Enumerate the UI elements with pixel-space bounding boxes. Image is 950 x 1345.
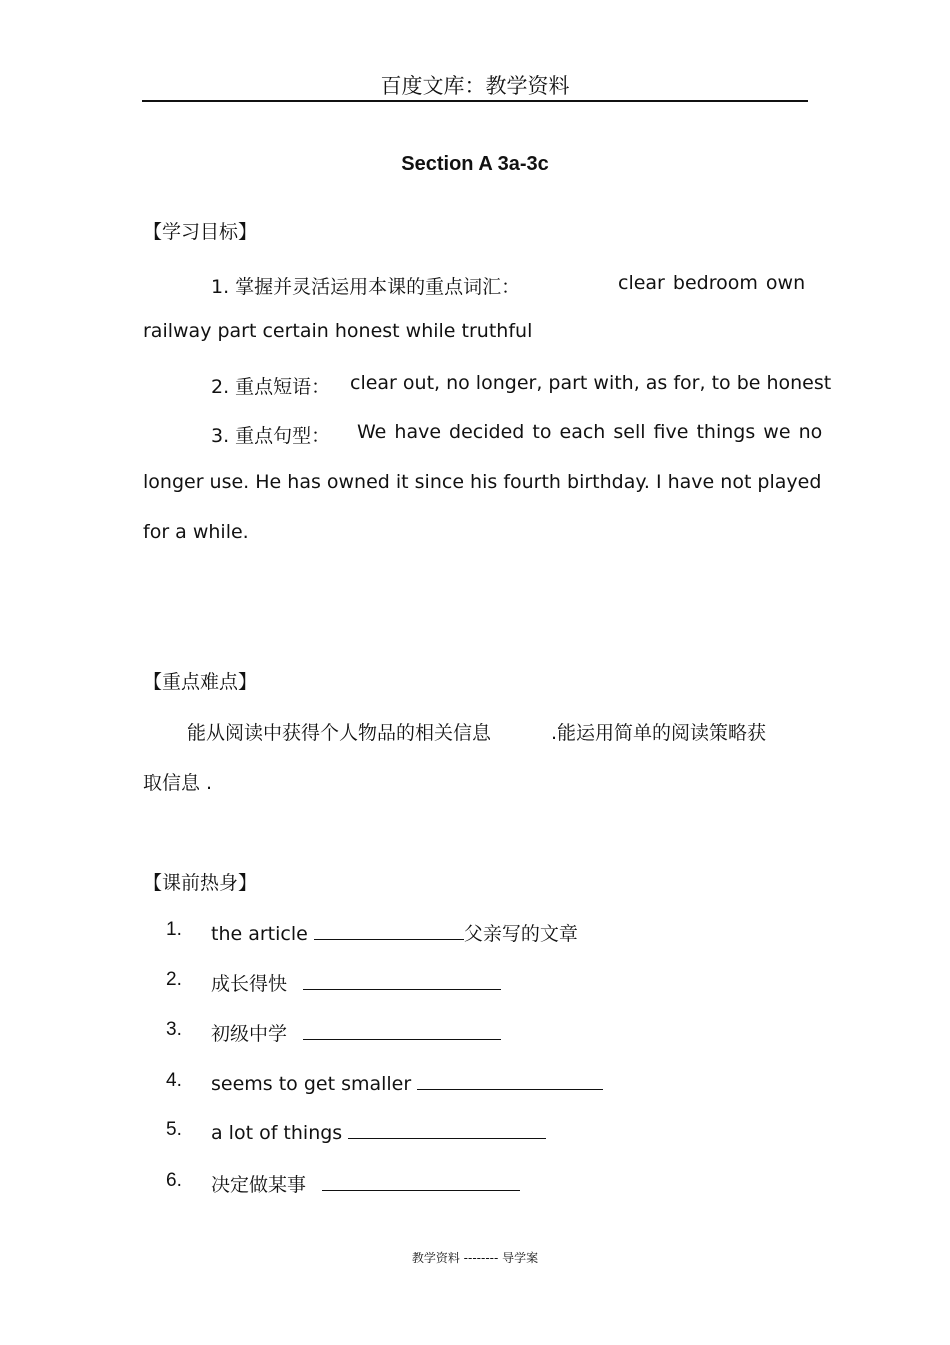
warmup-item-prompt — [211, 1019, 501, 1046]
warmup-item-text: seems to get smaller — [211, 1073, 412, 1095]
warmup-item-prompt — [211, 919, 578, 946]
warmup-item-text: 成长得快 — [211, 973, 288, 995]
objective-3-sentence-line2: longer use. He has owned it since his fourth birthday. I have not played — [143, 471, 822, 493]
warmup-item-number: 2. — [166, 969, 182, 990]
objective-2-phrases: clear out, no longer, part with, as for, to be honest — [350, 372, 832, 394]
key-points-heading: 【重点难点】 — [143, 671, 258, 693]
objective-1-words-line2: railway part certain honest while truthful — [143, 320, 533, 342]
key-points-line2: 取信息 . — [143, 772, 213, 794]
key-points-line1-part2: .能运用简单的阅读策略获 — [551, 722, 767, 744]
objective-3-label: 3. 重点句型： — [211, 425, 331, 447]
warmup-item-text: a lot of things — [211, 1122, 343, 1144]
answer-blank[interactable] — [314, 920, 464, 940]
objectives-heading: 【学习目标】 — [143, 221, 258, 243]
warmup-item-prompt — [211, 1070, 603, 1095]
key-points-line1-part1: 能从阅读中获得个人物品的相关信息 — [187, 722, 492, 744]
objective-3-sentence-line1: We have decided to each sell five things we no — [357, 421, 823, 443]
warmup-item-number: 3. — [166, 1019, 182, 1040]
objective-1-words-line1: clear bedroom own — [618, 272, 806, 294]
page-header-title: 百度文库：教学资料 — [380, 74, 570, 98]
objective-1-label: 1. 掌握并灵活运用本课的重点词汇： — [211, 276, 521, 298]
warmup-item-prompt — [211, 1170, 520, 1197]
warmup-item-hint: 父亲写的文章 — [463, 923, 578, 945]
document-title: Section A 3a-3c — [401, 153, 549, 175]
page-footer: 教学资料 -------- 导学案 — [411, 1251, 539, 1265]
warmup-item-number: 5. — [166, 1119, 182, 1140]
answer-blank[interactable] — [303, 970, 501, 990]
header-divider — [142, 100, 808, 102]
warmup-item-number: 6. — [166, 1170, 182, 1191]
warmup-item-text: the article — [211, 923, 308, 945]
answer-blank[interactable] — [348, 1119, 546, 1139]
objective-2-label: 2. 重点短语： — [211, 376, 331, 398]
objective-3-sentence-line3: for a while. — [143, 521, 249, 543]
answer-blank[interactable] — [303, 1020, 501, 1040]
answer-blank[interactable] — [322, 1171, 520, 1191]
warmup-item-prompt — [211, 969, 501, 996]
answer-blank[interactable] — [417, 1070, 603, 1090]
warmup-item-number: 1. — [166, 919, 182, 940]
warmup-heading: 【课前热身】 — [143, 872, 258, 894]
warmup-item-prompt — [211, 1119, 546, 1144]
warmup-item-text: 初级中学 — [211, 1023, 288, 1045]
warmup-item-number: 4. — [166, 1070, 182, 1091]
warmup-item-text: 决定做某事 — [211, 1174, 307, 1196]
